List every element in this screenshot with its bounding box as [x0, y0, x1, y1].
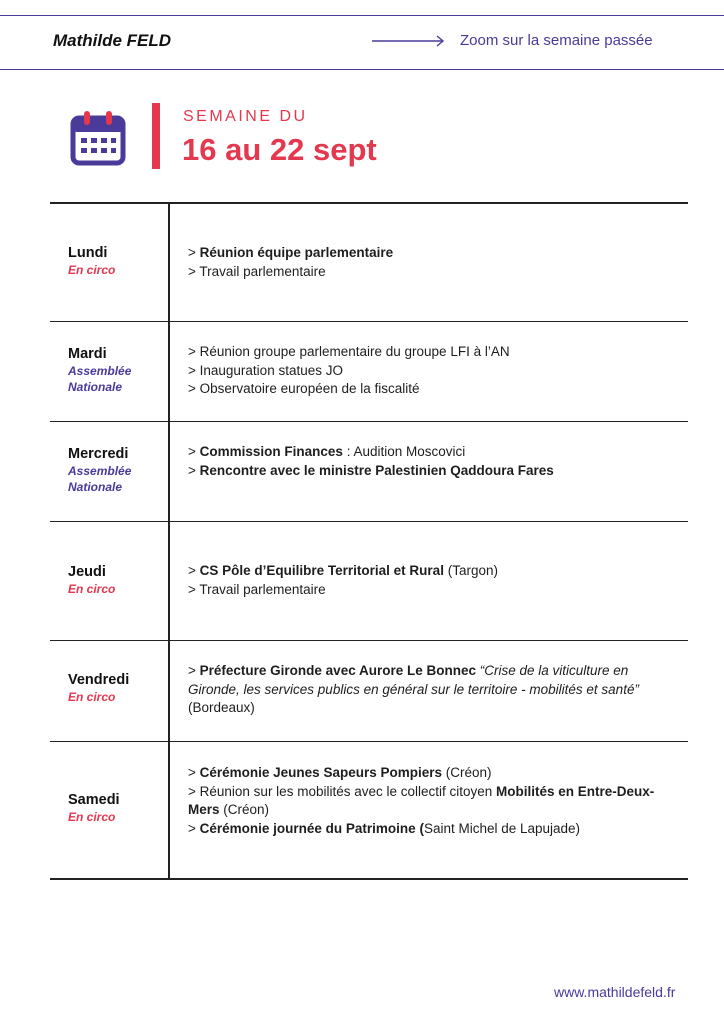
table-row [50, 741, 688, 880]
table-row [50, 521, 688, 640]
list-item: > Travail parlementaire [188, 581, 326, 597]
arrow-right-icon [372, 34, 446, 48]
day-cell [68, 346, 168, 395]
day-cell [68, 245, 168, 278]
list-item: > Réunion équipe parlementaire [188, 245, 394, 260]
day-location: En circo [68, 810, 116, 824]
weekly-schedule-table [50, 202, 688, 880]
list-item: > Rencontre avec le ministre Palestinien Qaddoura Fares [188, 462, 554, 478]
day-location: En circo [68, 582, 116, 596]
header-top-rule [0, 15, 724, 16]
header-bottom-rule [0, 69, 724, 70]
activities-cell [188, 443, 668, 480]
day-location: En circo [68, 690, 116, 704]
activities-cell [188, 343, 668, 399]
day-name: Lundi [68, 245, 108, 261]
list-item: > Réunion groupe parlementaire du groupe LFI à l’AN [188, 344, 510, 359]
activities-cell [188, 764, 664, 838]
day-name: Jeudi [68, 564, 106, 580]
day-name: Mardi [68, 346, 107, 362]
day-location: Assemblée Nationale [68, 464, 132, 494]
table-row [50, 321, 688, 421]
activities-cell [188, 562, 668, 599]
week-title: 16 au 22 sept [182, 132, 377, 167]
day-name: Samedi [68, 792, 120, 808]
calendar-icon [70, 110, 126, 166]
list-item: > Cérémonie Jeunes Sapeurs Pompiers (Créon) [188, 765, 492, 780]
author-name: Mathilde FELD [53, 31, 172, 50]
activities-cell [188, 244, 668, 281]
list-item: > CS Pôle d’Equilibre Territorial et Rural (Targon) [188, 563, 498, 578]
table-row [50, 640, 688, 741]
week-subtitle: SEMAINE DU [183, 108, 308, 125]
day-cell [68, 564, 168, 597]
list-item: > Cérémonie journée du Patrimoine (Saint Michel de Lapujade) [188, 820, 581, 836]
day-location: Assemblée Nationale [68, 364, 132, 394]
day-name: Mercredi [68, 446, 129, 462]
day-cell [68, 792, 168, 825]
website-link[interactable]: www.mathildefeld.fr [554, 984, 676, 1000]
list-item: > Réunion sur les mobilités avec le collectif citoyen Mobilités en Entre-Deux-Mers (Créon) [188, 783, 655, 817]
list-item: > Préfecture Gironde avec Aurore Le Bonnec “Crise de la viticulture en Gironde, les services publics en général sur le territoire - mobilités et santé” (Bordeaux) [188, 663, 639, 715]
table-row [50, 202, 688, 321]
list-item: > Commission Finances : Audition Moscovici [188, 444, 466, 459]
weekly-zoom-link[interactable]: Zoom sur la semaine passée [460, 32, 653, 49]
list-item: > Observatoire européen de la fiscalité [188, 381, 420, 396]
activities-cell [188, 662, 662, 718]
list-item: > Travail parlementaire [188, 263, 326, 279]
day-cell [68, 672, 168, 705]
day-location: En circo [68, 263, 116, 277]
list-item: > Inauguration statues JO [188, 362, 343, 378]
title-accent-bar [152, 103, 160, 169]
day-cell [68, 446, 168, 495]
day-name: Vendredi [68, 672, 130, 688]
table-row [50, 421, 688, 521]
